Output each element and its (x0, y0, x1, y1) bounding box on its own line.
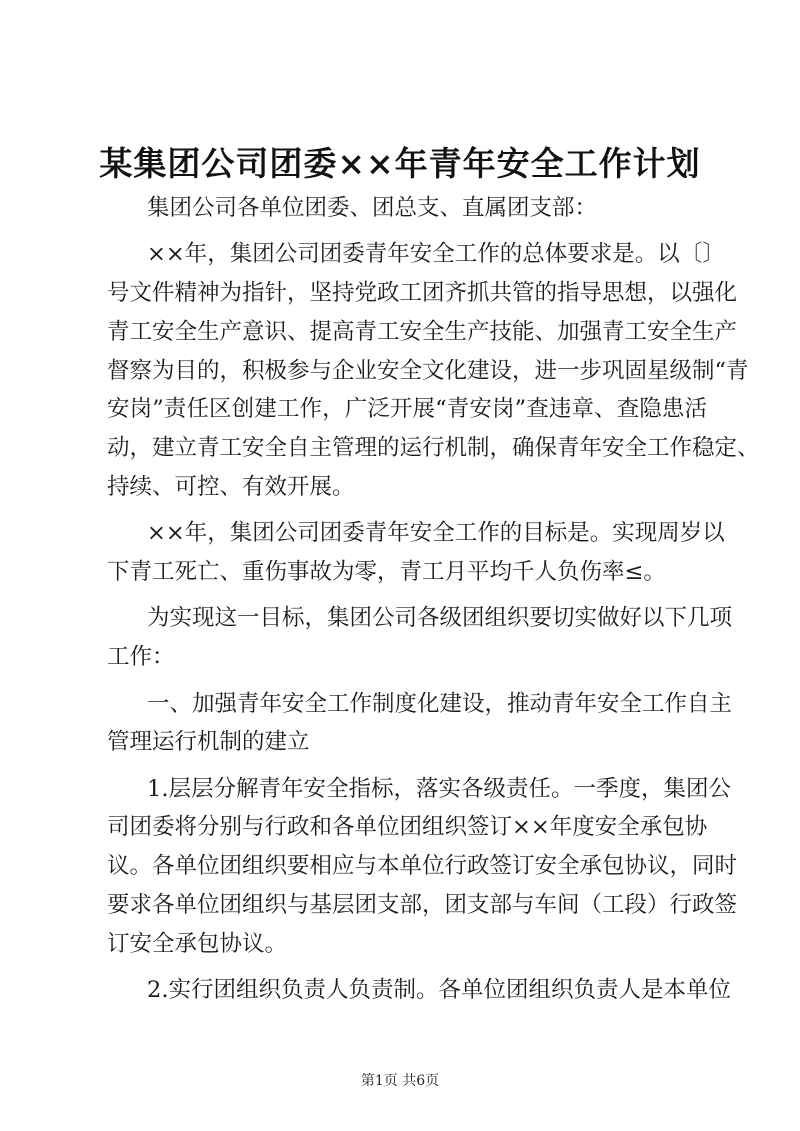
paragraph (107, 770, 738, 964)
page-number: 第1页 共6页 (360, 1073, 440, 1089)
text-line: 安岗”责任区创建工作，广泛开展“青安岗”查违章、查隐患活 (107, 396, 707, 423)
text-line: 下青工死亡、重伤事故为零，青工月平均千人负伤率≤。 (107, 559, 666, 586)
text-line: 议。各单位团组织要相应与本单位行政签订安全承包协议，同时 (107, 853, 738, 880)
text-line: 一、加强青年安全工作制度化建设，推动青年安全工作自主 (147, 690, 733, 717)
paragraph (107, 971, 731, 1010)
text-line: 要求各单位团组织与基层团支部，团支部与车间（工段）行政签 (107, 892, 738, 919)
paragraph (107, 189, 707, 228)
document-body (107, 189, 760, 1017)
text-line: 订安全承包协议。 (107, 930, 288, 957)
paragraph (107, 235, 760, 507)
text-line: ××年，集团公司团委青年安全工作的总体要求是。以〔〕 (147, 241, 725, 268)
text-line: 2.实行团组织负责人负责制。各单位团组织负责人是本单位 (147, 977, 731, 1004)
text-line: 1.层层分解青年安全指标，落实各级责任。一季度，集团公 (147, 775, 731, 802)
paragraph (107, 685, 733, 763)
document-title: 某集团公司团委××年青年安全工作计划 (99, 144, 701, 183)
paragraph (107, 514, 725, 592)
text-line: 司团委将分别与行政和各单位团组织签订××年度安全承包协 (107, 814, 708, 841)
paragraph (107, 599, 733, 677)
text-line: 动，建立青工安全自主管理的运行机制，确保青年安全工作稳定、 (107, 435, 760, 462)
text-line: 号文件精神为指针，坚持党政工团齐抓共管的指导思想，以强化 (107, 280, 738, 307)
text-line: 工作： (107, 644, 175, 671)
text-line: 为实现这一目标，集团公司各级团组织要切实做好以下几项 (147, 605, 733, 632)
text-line: 持续、可控、有效开展。 (107, 474, 355, 501)
text-line: 青工安全生产意识、提高青工安全生产技能、加强青工安全生产 (107, 318, 738, 345)
text-line: ××年，集团公司团委青年安全工作的目标是。实现周岁以 (147, 520, 725, 547)
text-line: 督察为目的，积极参与企业安全文化建设，进一步巩固星级制“青 (107, 357, 749, 384)
text-line: 管理运行机制的建立 (107, 729, 310, 756)
text-line: 集团公司各单位团委、团总支、直属团支部： (147, 195, 598, 221)
